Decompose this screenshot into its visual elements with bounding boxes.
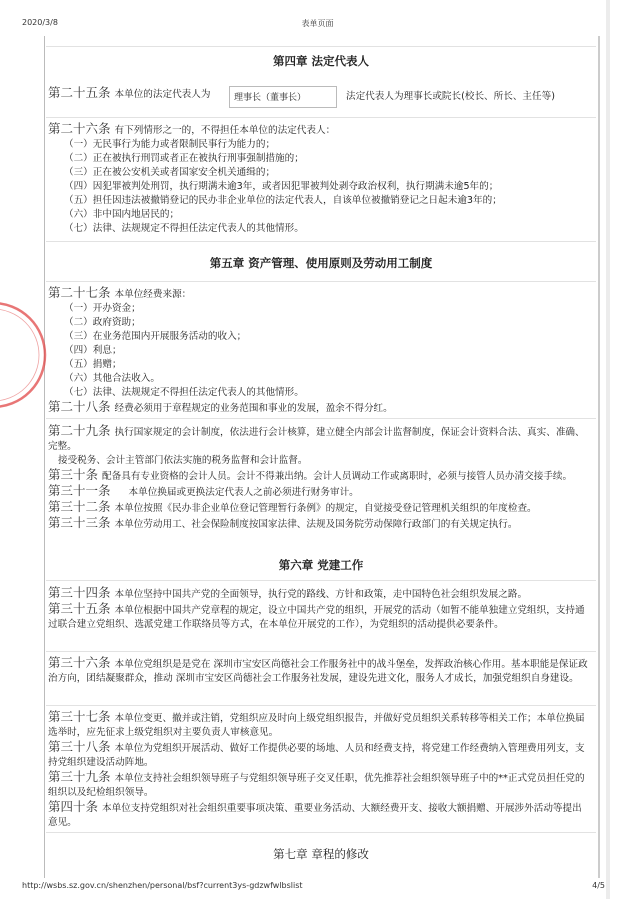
article-label: 第四十条 xyxy=(48,799,99,814)
article-label: 第三十二条 xyxy=(48,499,111,514)
list-item: （一）无民事行为能力或者限制民事行为能力的； xyxy=(64,139,276,150)
article-label: 第三十五条 xyxy=(48,601,111,616)
article-label: 第三十八条 xyxy=(48,739,111,754)
list-item: （六）其他合法收入。 xyxy=(64,373,160,384)
divider xyxy=(46,651,596,652)
list-item: （七）法律、法规规定不得担任法定代表人的其他情形。 xyxy=(64,387,304,398)
article-label: 第二十七条 xyxy=(48,285,111,300)
article-37-40 xyxy=(46,710,596,830)
article-text: 本单位劳动用工、社会保险制度按国家法律、法规及国务院劳动保障行政部门的有关规定执行。 xyxy=(114,519,518,530)
article-label: 第三十七条 xyxy=(48,709,111,724)
list-item: （一）开办资金； xyxy=(64,303,141,314)
divider xyxy=(46,580,596,581)
article-text: 本单位按照《民办非企业单位登记管理暂行条例》的规定，自觉接受登记管理机关组织的年度检查。 xyxy=(114,503,537,514)
article-text: 配备具有专业资格的会计人员。会计不得兼出纳。会计人员调动工作或离职时，必须与接管人员办清交接手续。 xyxy=(102,471,573,482)
divider xyxy=(46,46,596,47)
article-label: 第三十九条 xyxy=(48,769,111,784)
article-label: 第二十六条 xyxy=(48,121,111,136)
divider xyxy=(46,418,596,419)
scrollbar[interactable] xyxy=(606,0,610,899)
article-text: 本单位经费来源： xyxy=(114,289,192,300)
article-label: 第三十一条 xyxy=(48,483,111,498)
article-text: 本单位变更、撤并或注销，党组织应及时向上级党组织报告，并做好党员组织关系转移等相关工作；本单位换届选举时，应先征求上级党组织对主要负责人审核意见。 xyxy=(48,713,585,738)
page-number: 4/5 xyxy=(592,881,605,890)
article-34-35 xyxy=(46,586,596,632)
article-text: 本单位根据中国共产党章程的规定，设立中国共产党的组织，开展党的活动（如暂不能单独建立党组织，支持通过联合建立党组织、选派党建工作联络员等方式，在本单位开展党的工作），为党组织的活动提供必要条件。 xyxy=(48,605,585,630)
article-text: 执行国家规定的会计制度，依法进行会计核算，建立健全内部会计监督制度，保证会计资料合法、真实、准确、完整。 xyxy=(48,427,585,452)
article-26 xyxy=(46,122,596,236)
chapter-7-title: 第七章 章程的修改 xyxy=(273,847,369,861)
list-item: （五）担任因违法被撤销登记的民办非企业单位的法定代表人，自该单位被撤销登记之日起未逾3年的； xyxy=(64,195,502,206)
print-title: 表单页面 xyxy=(301,19,334,28)
divider xyxy=(46,117,596,118)
article-27-28 xyxy=(46,286,596,416)
list-item: （三）正在被公安机关或者国家安全机关通缉的； xyxy=(64,167,276,178)
article-label: 第二十五条 xyxy=(48,85,111,100)
article-29-33 xyxy=(46,424,596,532)
article-label: 第三十三条 xyxy=(48,515,111,530)
article-text: 接受税务、会计主管部门依法实施的税务监督和会计监督。 xyxy=(58,455,308,466)
article-label: 第二十八条 xyxy=(48,399,111,414)
divider xyxy=(46,832,596,833)
legal-rep-note: 法定代表人为理事长或院长(校长、所长、主任等) xyxy=(346,91,555,102)
page-url: http://wsbs.sz.gov.cn/shenzhen/personal/bsf?current3ys-gdzwfwlbslist xyxy=(22,881,303,890)
chapter-5-title: 第五章 资产管理、使用原则及劳动用工制度 xyxy=(209,256,433,270)
article-25 xyxy=(46,86,596,112)
list-item: （三）在业务范围内开展服务活动的收入； xyxy=(64,331,247,342)
article-text: 本单位的法定代表人为 xyxy=(114,89,211,100)
article-text: 本单位党组织是是党在 深圳市宝安区尚德社会工作服务社中的战斗堡垒，发挥政治核心作用。基本职能是保证政治方向，团结凝聚群众，推动 深圳市宝安区尚德社会工作服务社发展，建设先进文化，服务人才成长，加强党组织自身建设。 xyxy=(48,659,588,684)
article-text: 本单位坚持中国共产党的全面领导，执行党的路线、方针和政策，走中国特色社会组织发展之路。 xyxy=(114,589,528,600)
list-item: （四）利息； xyxy=(64,345,122,356)
divider xyxy=(46,241,596,242)
print-date: 2020/3/8 xyxy=(22,18,58,27)
list-item: （二）正在被执行刑罚或者正在被执行刑事强制措施的； xyxy=(64,153,304,164)
list-item: （四）因犯罪被判处刑罚，执行期满未逾3年，或者因犯罪被判处剥夺政治权利，执行期满未逾5年的； xyxy=(64,181,499,192)
article-label: 第二十九条 xyxy=(48,423,111,438)
chapter-4-title: 第四章 法定代表人 xyxy=(272,54,369,68)
article-text: 本单位为党组织开展活动、做好工作提供必要的场地、人员和经费支持，将党建工作经费纳入管理费用列支，支持党组织建设活动阵地。 xyxy=(48,743,585,768)
list-item: （七）法律、法规规定不得担任法定代表人的其他情形。 xyxy=(64,223,304,234)
article-label: 第三十六条 xyxy=(48,655,111,670)
article-text: 本单位换届或更换法定代表人之前必须进行财务审计。 xyxy=(128,487,359,498)
article-36 xyxy=(46,656,596,686)
list-item: （六）非中国内地居民的； xyxy=(64,209,180,220)
divider xyxy=(46,705,596,706)
legal-rep-input[interactable]: 理事长（董事长） xyxy=(229,86,337,108)
article-text: 经费必须用于章程规定的业务范围和事业的发展，盈余不得分红。 xyxy=(114,403,393,414)
official-seal xyxy=(0,290,48,420)
article-label: 第三十四条 xyxy=(48,585,111,600)
article-text: 有下列情形之一的，不得担任本单位的法定代表人： xyxy=(114,125,336,136)
article-text: 本单位支持党组织对社会组织重要事项决策、重要业务活动、大额经费开支、接收大额捐赠、开展涉外活动等提出意见。 xyxy=(48,803,582,828)
article-label: 第三十条 xyxy=(48,467,99,482)
list-item: （二）政府资助； xyxy=(64,317,141,328)
divider xyxy=(46,281,596,282)
article-text: 本单位支持社会组织领导班子与党组织领导班子交叉任职，优先推荐社会组织领导班子中的**正式党员担任党的组织以及纪检组织领导。 xyxy=(48,773,585,798)
list-item: （五）捐赠； xyxy=(64,359,122,370)
chapter-6-title: 第六章 党建工作 xyxy=(278,558,364,572)
